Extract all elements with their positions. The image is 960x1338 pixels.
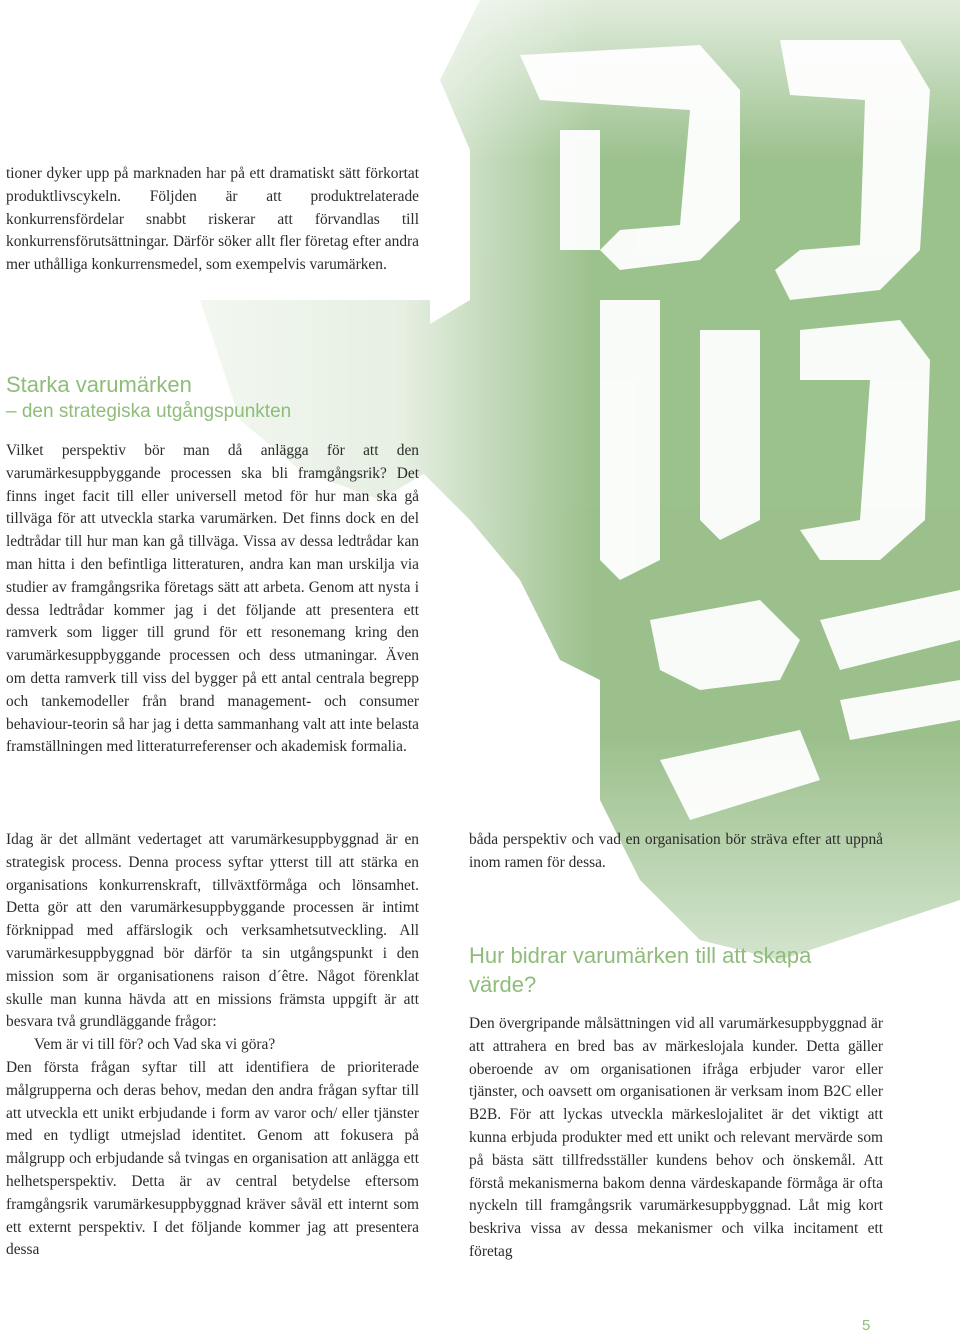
section-heading-value-creation (469, 941, 883, 999)
mission-questions: Vem är vi till för? och Vad ska vi göra? (34, 1036, 276, 1054)
mission-paragraph-continued: Den första frågan syftar till att identifiera de prioriterade målgrupperna och deras behov, medan den andra frågan syftar till att utveckla ett unikt erbjudande i form av varor och/ eller tjänster med en tydligt utmejslad identitet. Genom att fokusera på målgrupp och erbjudande så tvingas en organisation att anlägga ett helhetsperspektiv. Detta är av central betydelse eftersom framgångsrik varumärkesuppbyggnad kräver såväl ett internt som ett externt perspektiv. I det följande kommer jag att presentera dessa (6, 1058, 419, 1259)
mission-paragraph: Idag är det allmänt vedertaget att varumärkesuppbyggnad är en strategisk process. Denna process syftar ytterst till att stärka en organisations konkurrenskraft, tillväxtförmåga och lönsamhet. Detta gör att den varumärkesuppbyggande processen är intimt förknippad med affärslogik och verksamhetsutveckling. All varumärkesuppbyggnad bör därför ta sin utgångspunkt i den mission som är organisationens raison d´être. Något förenklat skulle man kunna hävda att en missions främsta uppgift är att besvara två grundläggande frågor: (6, 831, 419, 1031)
body-paragraph: båda perspektiv och vad en organisation bör sträva efter att uppnå inom ramen för dessa. (469, 831, 883, 871)
intro-paragraph-column (6, 163, 419, 277)
right-column-text-bottom (469, 1013, 883, 1264)
left-column-text (6, 829, 419, 1262)
section-heading-title: Starka varumärken (6, 372, 192, 397)
section-heading-strong-brands (6, 371, 291, 425)
section-heading-subtitle: – den strategiska utgångspunkten (6, 401, 292, 422)
body-paragraph (6, 829, 419, 1262)
page-number: 5 (862, 1317, 871, 1334)
right-column-text-top (469, 829, 883, 875)
section-heading-title: Hur bidrar varumärken till att skapa värde? (469, 943, 812, 997)
body-paragraph: Den övergripande målsättningen vid all varumärkesuppbyggnad är att attrahera en bred bas av märkeslojala kunder. Detta gäller oberoende av om organisationen ifråga erbjuder varor eller tjänster, och oavsett om organisationen är verksam inom B2C eller B2B. För att lyckas utveckla märkeslojalitet är det viktigt att kunna erbjuda produkter med ett unikt och relevant mervärde som på bästa sätt tillfredsställer kundens behov och önskemål. Att förstå mekanismerna bakom denna värdeskapande förmåga är ofta nyckeln till framgångsrik varumärkesuppbyggnad. Låt mig kort beskriva vissa av dessa mekanismer och vilka incitament ett företag (469, 1015, 883, 1260)
intro-paragraph: tioner dyker upp på marknaden har på ett dramatiskt sätt förkortat produktlivscykeln. Följden är att produktrelaterade konkurrensfördelar snabbt riskerar att förvandlas till konkurrensförutsättningar. Därför söker allt fler företag efter andra mer uthålliga konkurrensmedel, som exempelvis varumärken. (6, 165, 419, 274)
body-paragraph: Vilket perspektiv bör man då anlägga för att den varumärkesuppbyggande processen ska bli framgångsrik? Det finns inget facit till eller universell metod för hur man ska gå tillväga för att utveckla starka varumärken. Det finns dock en del ledtrådar till hur man kan gå tillväga. Vissa av dessa ledtrådar kan man hitta i den befintliga litteraturen, andra kan man urskilja via studier av framgångsrika företags sätt att arbeta. Genom att nysta i dessa ledtrådar kommer jag i det följande att presentera ett ramverk som ligger till grund för ett resonemang kring den varumärkesuppbyggande processen och dess utmaningar. Även om detta ramverk till viss del bygger på ett antal centrala begrepp och tankemodeller från brand management- och consumer behaviour-teorin så har jag i detta sammanhang valt att inte belasta framställningen med litteraturreferenser och akademisk formalia. (6, 442, 419, 756)
body-paragraph-column (6, 440, 419, 759)
